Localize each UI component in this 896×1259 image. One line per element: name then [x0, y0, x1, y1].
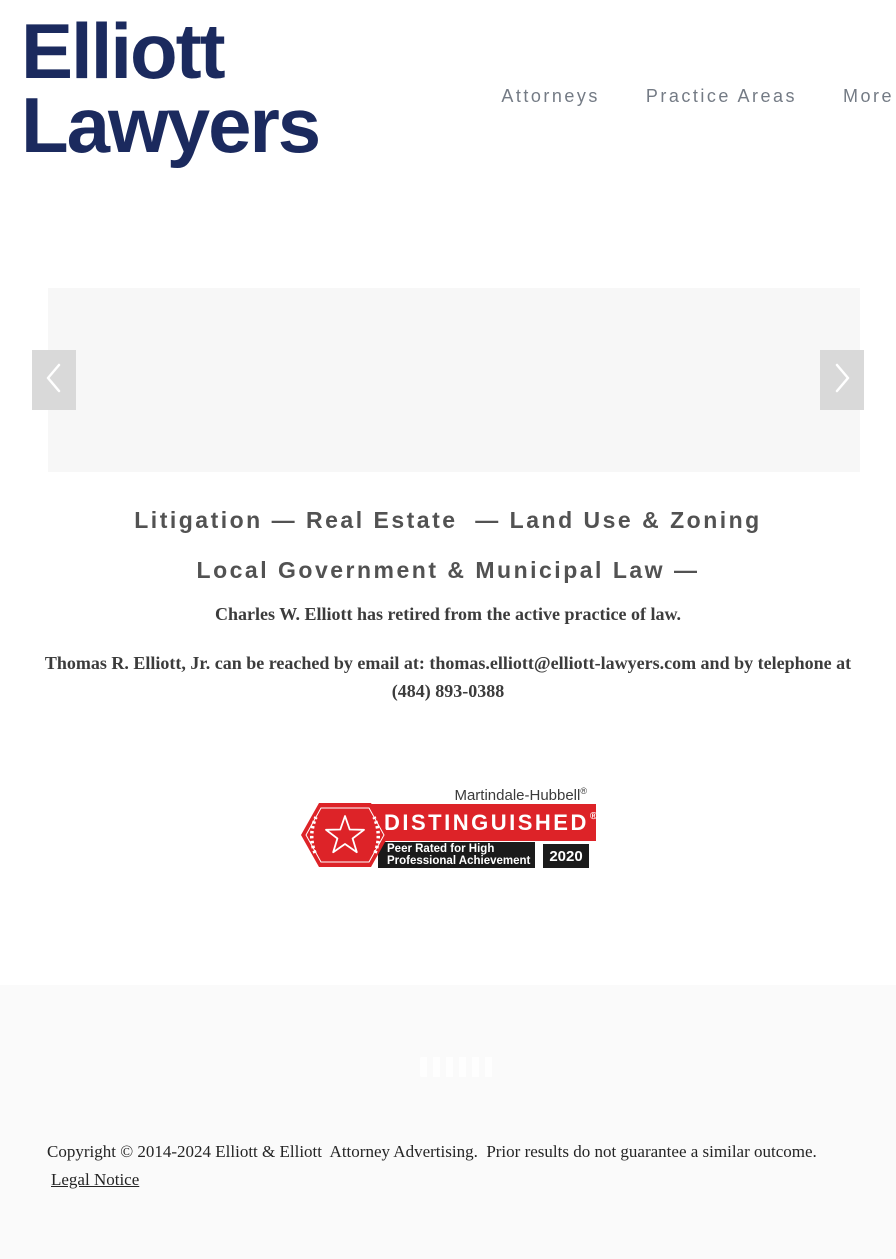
star-laurel-hexagon-icon	[299, 801, 391, 869]
logo-line-1: Elliott	[21, 7, 224, 95]
nav-item-attorneys[interactable]: Attorneys	[501, 86, 600, 106]
carousel-prev-button[interactable]	[32, 350, 76, 410]
site-logo[interactable]	[21, 7, 320, 169]
badge-body	[299, 801, 597, 869]
footer-watermark	[420, 1057, 496, 1077]
retirement-notice: Charles W. Elliott has retired from the active practice of law.	[215, 604, 681, 624]
practice-areas-heading-line-1: Litigation — Real Estate — Land Use & Zoning	[134, 507, 762, 533]
badge-year: 2020	[543, 844, 589, 868]
main-nav	[501, 86, 894, 107]
contact-notice: Thomas R. Elliott, Jr. can be reached by email at: thomas.elliott@elliott-lawyers.com and by telephone at (484) 893-0388	[44, 653, 852, 701]
logo-line-2: Lawyers	[21, 81, 320, 169]
legal-notice-link[interactable]: Legal Notice	[51, 1170, 140, 1189]
badge-subtitle-band: Peer Rated for High Professional Achievement	[378, 842, 535, 868]
practice-areas-heading-line-2: Local Government & Municipal Law —	[196, 557, 700, 583]
footer	[0, 985, 896, 1259]
nav-item-more[interactable]: More	[842, 86, 894, 106]
hero-carousel	[48, 288, 860, 472]
copyright-text: Copyright © 2014-2024 Elliott & Elliott Attorney Advertising. Prior results do not guarantee a similar outcome.	[47, 1142, 817, 1161]
carousel-next-button[interactable]	[820, 350, 864, 410]
registered-mark: ®	[580, 786, 587, 796]
badge-title-band: DISTINGUISHED ®	[344, 804, 596, 841]
martindale-hubbell-badge	[299, 781, 597, 869]
registered-mark: ®	[589, 811, 598, 822]
chevron-left-icon	[43, 361, 65, 400]
chevron-right-icon	[831, 361, 853, 400]
badge-brand-name: Martindale-Hubbell®	[454, 786, 587, 804]
nav-item-practice-areas[interactable]: Practice Areas	[645, 86, 797, 106]
